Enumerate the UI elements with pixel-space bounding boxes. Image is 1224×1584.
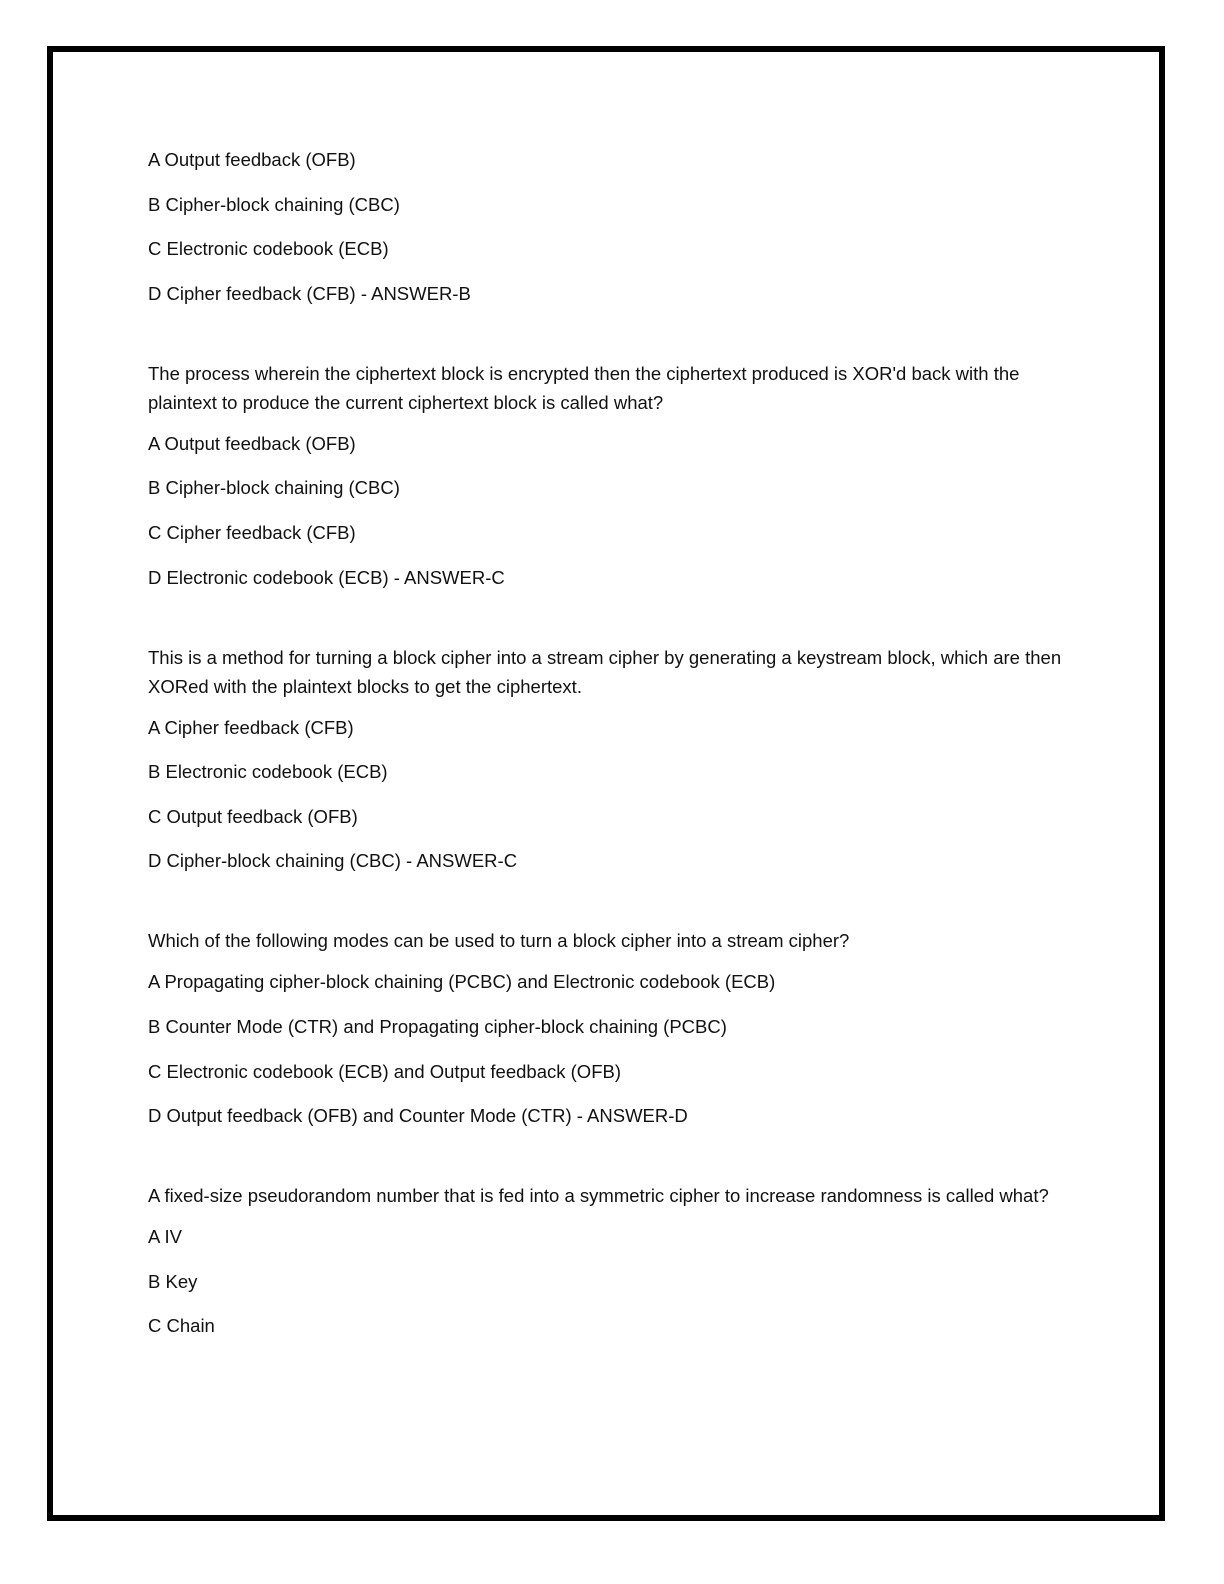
option-a: A Propagating cipher-block chaining (PCBC) and Electronic codebook (ECB) <box>148 971 776 993</box>
option-b: B Counter Mode (CTR) and Propagating cipher-block chaining (PCBC) <box>148 1015 727 1037</box>
question-block-2 <box>148 359 1068 590</box>
option-c: C Chain <box>148 1315 215 1337</box>
option-b: B Electronic codebook (ECB) <box>148 761 388 783</box>
option-c: C Electronic codebook (ECB) <box>148 238 389 260</box>
option-d-answer: D Cipher-block chaining (CBC) - ANSWER-C <box>148 850 518 872</box>
option-b: B Cipher-block chaining (CBC) <box>148 477 400 499</box>
question-block-1 <box>148 148 1068 306</box>
option-a: A Output feedback (OFB) <box>148 149 356 170</box>
option-a: A Output feedback (OFB) <box>148 432 356 454</box>
page-content <box>148 148 1068 1391</box>
option-d-answer: D Output feedback (OFB) and Counter Mode (CTR) - ANSWER-D <box>148 1105 688 1127</box>
option-c: C Output feedback (OFB) <box>148 805 358 827</box>
option-d-answer: D Cipher feedback (CFB) - ANSWER-B <box>148 282 471 304</box>
option-d-answer: D Electronic codebook (ECB) - ANSWER-C <box>148 566 505 588</box>
option-b: B Cipher-block chaining (CBC) <box>148 193 400 215</box>
option-a: A IV <box>148 1226 182 1248</box>
question-block-4 <box>148 926 1068 1128</box>
option-b: B Key <box>148 1270 198 1292</box>
option-c: C Electronic codebook (ECB) and Output feedback (OFB) <box>148 1060 621 1082</box>
option-a: A Cipher feedback (CFB) <box>148 716 354 738</box>
option-c: C Cipher feedback (CFB) <box>148 521 356 543</box>
question-text: Which of the following modes can be used to turn a block cipher into a stream cipher? <box>148 930 850 952</box>
question-text: The process wherein the ciphertext block is encrypted then the ciphertext produced is XOR'd back with the plaintext to produce the current ciphertext block is called what? <box>148 362 1020 413</box>
question-block-5 <box>148 1181 1068 1338</box>
question-text: A fixed-size pseudorandom number that is fed into a symmetric cipher to increase randomness is called what? <box>148 1185 1049 1207</box>
question-text: This is a method for turning a block cipher into a stream cipher by generating a keystream block, which are then XORed with the plaintext blocks to get the ciphertext. <box>148 646 1062 697</box>
page-border <box>47 46 1165 1521</box>
question-block-3 <box>148 643 1068 874</box>
